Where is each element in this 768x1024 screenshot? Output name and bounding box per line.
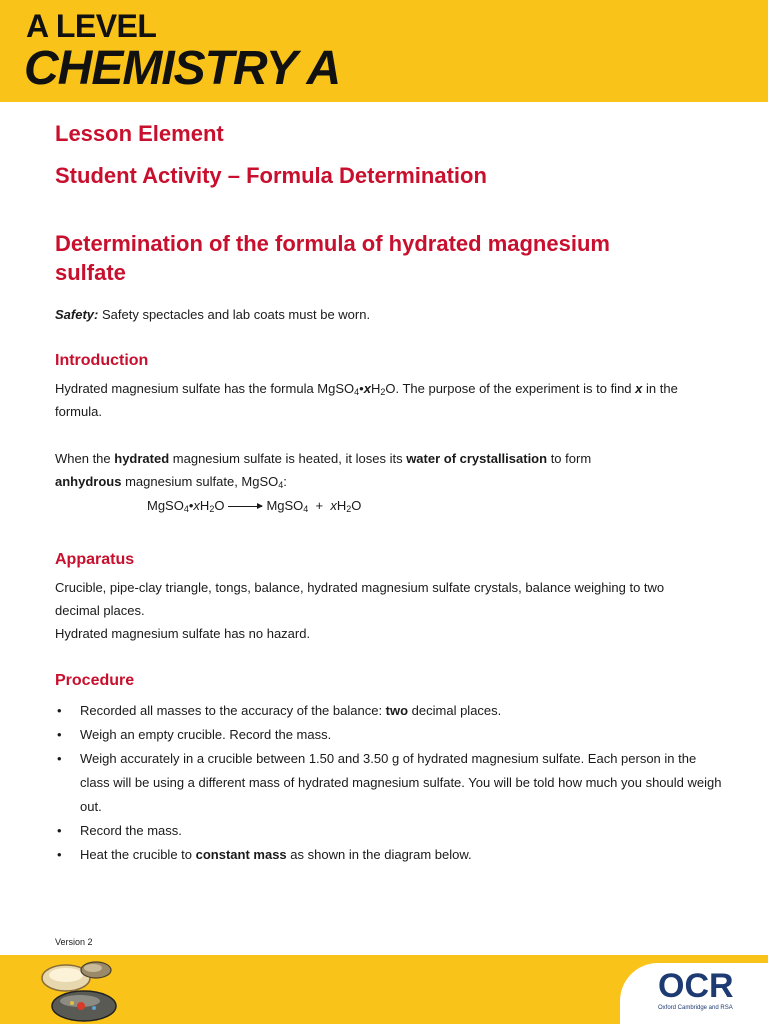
intro-text: Hydrated magnesium sulfate has the formula MgSO	[55, 381, 355, 396]
eq-term: MgSO	[266, 498, 304, 513]
ocr-logo: OCR	[658, 967, 734, 1005]
eq-term: O	[214, 498, 225, 513]
variable-x: x	[363, 381, 371, 396]
variable-x: x	[193, 498, 200, 513]
eq-term: O	[351, 498, 362, 513]
apparatus-list: Crucible, pipe-clay triangle, tongs, balance, hydrated magnesium sulfate crystals, balance weighing to two decimal places.	[55, 580, 665, 618]
activity-heading: Student Activity – Formula Determination	[55, 163, 487, 188]
introduction-paragraph-2	[55, 447, 715, 493]
list-item: • Weigh accurately in a crucible between 1.50 and 3.50 g of hydrated magnesium sulfate. Each person in the class will be using a different mass of hydrated magnesium sulfate. You will be told how much you should weigh out.	[55, 747, 725, 819]
list-item	[55, 699, 725, 723]
lesson-element-heading: Lesson Element	[55, 121, 224, 146]
intro-text: O. The purpose of the experiment is to find	[385, 381, 636, 396]
introduction-heading: Introduction	[55, 352, 149, 369]
intro-text: magnesium sulfate, MgSO	[121, 474, 279, 489]
subscript: 2	[346, 504, 352, 514]
bold-term: hydrated	[114, 451, 170, 466]
reaction-equation	[147, 496, 361, 516]
document-title: Determination of the formula of hydrated magnesium sulfate	[55, 231, 610, 285]
version-label: Version 2	[55, 937, 93, 947]
header-banner	[0, 0, 768, 102]
apparatus-hazard-note: Hydrated magnesium sulfate has no hazard.	[55, 626, 311, 641]
procedure-heading: Procedure	[55, 672, 135, 689]
intro-text: H	[370, 381, 381, 396]
intro-text: When the	[55, 451, 115, 466]
bold-term: constant mass	[195, 847, 287, 862]
eq-term: MgSO	[147, 498, 184, 513]
list-item	[55, 843, 725, 867]
eq-term: H	[336, 498, 347, 513]
list-item: • Record the mass.	[55, 819, 725, 843]
plus-sign: +	[315, 498, 324, 513]
apparatus-heading: Apparatus	[55, 551, 135, 568]
intro-text: in the formula.	[55, 381, 678, 419]
list-text: Heat the crucible to	[80, 847, 196, 862]
dot: •	[188, 498, 194, 513]
eq-term: H	[199, 498, 210, 513]
introduction-paragraph-1	[55, 377, 715, 423]
variable-x: x	[635, 381, 643, 396]
bold-term: water of crystallisation	[406, 451, 548, 466]
intro-text: magnesium sulfate is heated, it loses its	[169, 451, 407, 466]
header-level: A LEVEL	[26, 8, 157, 44]
dot: •	[359, 381, 364, 396]
safety-text: Safety spectacles and lab coats must be worn.	[101, 307, 371, 322]
header-subject: CHEMISTRY A	[24, 42, 341, 95]
subscript: 4	[183, 504, 189, 514]
subscript: 4	[278, 480, 284, 490]
safety-paragraph	[55, 303, 715, 326]
list-text: as shown in the diagram below.	[286, 847, 472, 862]
pebbles-image-icon	[36, 956, 131, 1024]
safety-label: Safety:	[55, 307, 99, 322]
intro-text: to form	[547, 451, 592, 466]
procedure-list	[55, 699, 725, 867]
intro-text: :	[283, 474, 287, 489]
reaction-arrow-icon	[228, 506, 262, 507]
subscript: 4	[303, 504, 309, 514]
bold-term: two	[385, 703, 409, 718]
subscript: 4	[354, 387, 360, 397]
bold-term: anhydrous	[55, 474, 122, 489]
subscript: 2	[380, 387, 386, 397]
ocr-tagline: Oxford Cambridge and RSA	[658, 1005, 733, 1011]
list-item: • Weigh an empty crucible. Record the mass.	[55, 723, 725, 747]
list-text: decimal places.	[408, 703, 502, 718]
list-text: Recorded all masses to the accuracy of the balance:	[80, 703, 386, 718]
variable-x: x	[330, 498, 337, 513]
subscript: 2	[209, 504, 215, 514]
